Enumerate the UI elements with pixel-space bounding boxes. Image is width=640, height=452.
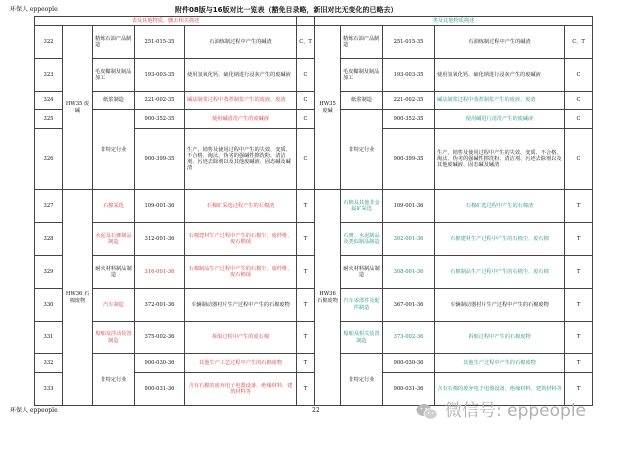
row-number: 327 [35,190,63,223]
hazard-cell: C [297,129,315,190]
new-desc-cell: 车辆制动器衬片生产过程中产生的石棉废物 [435,288,565,321]
new-hazard-cell: T [565,255,593,288]
new-desc-cell: 石油炼制过程中产生的碱渣 [435,26,565,59]
nonspecific-industry-new: 非特定行业 [341,354,383,406]
new-hazard-cell: C [565,91,593,110]
new-industry-cell: 船舶及相关装置制造 [341,321,383,354]
table-row [35,91,593,110]
code-cell: 375-002-36 [135,321,185,354]
row-number: 325 [35,110,63,129]
row-number: 328 [35,223,63,256]
new-desc-cell: 碱法制浆过程中蒸煮制浆产生的废液、废渣 [435,91,565,110]
desc-cell: 生产、销售及使用过程中产生的失效、变质、不合格、淘汰、伪劣的强碱性擦洗粉、清洁剂、污迹去除剂以及其他废碱液、固态碱及碱渣 [185,129,297,190]
industry-cell: 石棉采选 [93,190,135,223]
row-number: 330 [35,288,63,321]
new-code-cell: 900-030-36 [383,354,435,373]
hazard-cell: T [297,354,315,373]
new-hazard-cell: C，T [565,26,593,59]
category-hw36-old: HW36 石棉废物 [63,190,93,406]
desc-cell: 石棉建材生产过程中产生的石棉尘、废纤维、废石棉绒 [185,223,297,256]
new-hazard-cell: C [565,58,593,91]
new-code-cell: 251-015-35 [383,26,435,59]
industry-cell: 耐火材料制品制造 [93,255,135,288]
wechat-icon [415,400,439,424]
code-cell: 193-003-35 [135,58,185,91]
nonspecific-industry-new: 非特定行业 [341,110,383,190]
code-cell: 221-002-35 [135,91,185,110]
hazard-cell: C [297,110,315,129]
nonspecific-industry-old: 非特定行业 [93,354,135,406]
table-row [35,190,593,223]
watermark [415,400,586,424]
hazard-cell: T [297,223,315,256]
new-industry-cell: 石棉及其他非金属矿采选 [341,190,383,223]
industry-cell: 水泥及石膏制品制造 [93,223,135,256]
new-code-cell: 373-002-36 [383,321,435,354]
new-hazard-cell: T [565,373,593,406]
industry-cell: 汽车制造 [93,288,135,321]
row-number: 331 [35,321,63,354]
banner-row [35,17,593,26]
code-cell: 109-001-36 [135,190,185,223]
table-row [35,255,593,288]
new-hazard-cell: C [565,129,593,190]
category-hw36-new: HW36 石棉废物 [315,190,341,406]
new-industry-cell: 毛皮鞣制及制品加工 [341,58,383,91]
row-number: 326 [35,129,63,190]
new-desc-cell: 拆船过程中产生的石棉废物 [435,321,565,354]
desc-cell: 拆船过程中产生的废石棉 [185,321,297,354]
new-hazard-cell: T [565,354,593,373]
desc-cell: 车辆制动器衬片生产过程中产生的石棉废物 [185,288,297,321]
table-row [35,26,593,59]
new-desc-cell: 石棉建材生产过程中产生的石棉尘、废石棉 [435,223,565,256]
desc-cell: 石棉矿采选过程产生的石棉渣 [185,190,297,223]
new-desc-cell: 石棉矿选过程中产生的石棉渣 [435,190,565,223]
desc-cell: 含有石棉的废弃电子电器设备、绝缘材料、建筑材料等 [185,373,297,406]
banner-new-text: 类及其他物质描述 [315,17,593,26]
new-industry-cell: 汽车零部件及配件制造 [341,288,383,321]
desc-cell: 使用氢氧化钙、硫化钠进行浸灰产生的废碱液 [185,58,297,91]
desc-cell: 使用碱清洗产生的废碱液 [185,110,297,129]
code-cell: 900-030-36 [135,354,185,373]
new-desc-cell: 含有石棉的废弃电子电器设备、绝缘材料、建筑材料等 [435,373,565,406]
comparison-table [34,16,593,406]
new-code-cell: 900-352-35 [383,110,435,129]
table-row [35,354,593,373]
new-desc-cell: 生产、销售及使用过程中产生的失效、变质、不合格、淘汰、伪劣的强碱性擦洗粉、清洁剂、污迹去除剂以及其他废碱液、固态碱及碱渣 [435,129,565,190]
page-title: 附件08版与16版对比一览表（豁免目录略，新旧对比无变化的已略去） [175,6,398,14]
table-row [35,58,593,91]
new-industry-cell: 纸浆制造 [341,91,383,110]
new-code-cell: 193-003-35 [383,58,435,91]
hazard-cell: T [297,190,315,223]
desc-cell: 其他生产工艺过程中产生的石棉废物 [185,354,297,373]
hazard-cell: T [297,321,315,354]
code-cell: 312-001-36 [135,223,185,256]
code-cell: 372-001-36 [135,288,185,321]
hazard-cell: C [297,91,315,110]
new-code-cell: 308-001-36 [383,255,435,288]
category-hw35-old: HW35 废碱 [63,26,93,190]
new-hazard-cell: T [565,223,593,256]
row-number: 333 [35,373,63,406]
code-cell: 900-031-36 [135,373,185,406]
hazard-cell: T [297,373,315,406]
row-number: 324 [35,91,63,110]
row-number: 322 [35,26,63,59]
nonspecific-industry-old: 非特定行业 [93,110,135,190]
hazard-cell: T [297,288,315,321]
new-hazard-cell: T [565,190,593,223]
code-cell: 316-001-36 [135,255,185,288]
hazard-cell: C [297,58,315,91]
new-code-cell: 900-399-35 [383,129,435,190]
table-row [35,110,593,129]
new-industry-cell: 耐火材料制品制造 [341,255,383,288]
row-number: 332 [35,354,63,373]
new-hazard-cell: T [565,321,593,354]
hazard-cell: C，T [297,26,315,59]
desc-text: 石油炼制过程中产生的碱渣 [209,38,272,45]
code-cell: 900-352-35 [135,110,185,129]
footer-brand: 环保人 eppeople [10,407,58,414]
new-desc-cell: 使用碱进行清洗产生的废碱液 [435,110,565,129]
page-number: 22 [312,407,320,414]
hazard-cell: T [297,255,315,288]
new-industry-cell: 石膏、水泥制品及类似制品制造 [341,223,383,256]
new-code-cell: 302-001-36 [383,223,435,256]
desc-cell: 碱法制浆过程中蒸煮制浆产生的废液、废渣 [185,91,297,110]
new-hazard-cell: T [565,288,593,321]
desc-cell [185,26,297,59]
table-row [35,223,593,256]
new-code-cell: 367-001-36 [383,288,435,321]
new-code-cell: 900-031-36 [383,373,435,406]
header-brand: 环保人 eppeople [10,6,58,13]
watermark-text: 微信号: eppeople [445,401,587,422]
category-hw35-new: HW35 废碱 [315,26,341,190]
banner-old-text: 表及其他物质，删去相关描述 [35,17,297,26]
code-cell: 900-399-35 [135,129,185,190]
desc-cell: 石棉制品生产过程中产生的石棉尘、废纤维、废石棉绒 [185,255,297,288]
row-number: 329 [35,255,63,288]
table-row [35,321,593,354]
new-hazard-cell: C [565,110,593,129]
new-code-cell: 109-001-36 [383,190,435,223]
new-industry-cell: 精炼石油产品制造 [341,26,383,59]
table-row [35,288,593,321]
new-desc-cell: 使用氢氧化钙、硫化钠进行浸灰产生的废碱液 [435,58,565,91]
industry-cell: 船舶及浮动装置制造 [93,321,135,354]
code-cell: 251-015-35 [135,26,185,59]
banner-gap [297,17,315,26]
industry-cell: 精炼石油产品制造 [93,26,135,59]
row-number: 323 [35,58,63,91]
industry-cell: 纸浆制造 [93,91,135,110]
new-code-cell: 221-002-35 [383,91,435,110]
new-desc-cell: 其他生产过程中产生的石棉废物 [435,354,565,373]
new-desc-cell: 石棉制品生产过程中产生的石棉尘、废石棉 [435,255,565,288]
industry-cell: 毛皮鞣制及制品加工 [93,58,135,91]
